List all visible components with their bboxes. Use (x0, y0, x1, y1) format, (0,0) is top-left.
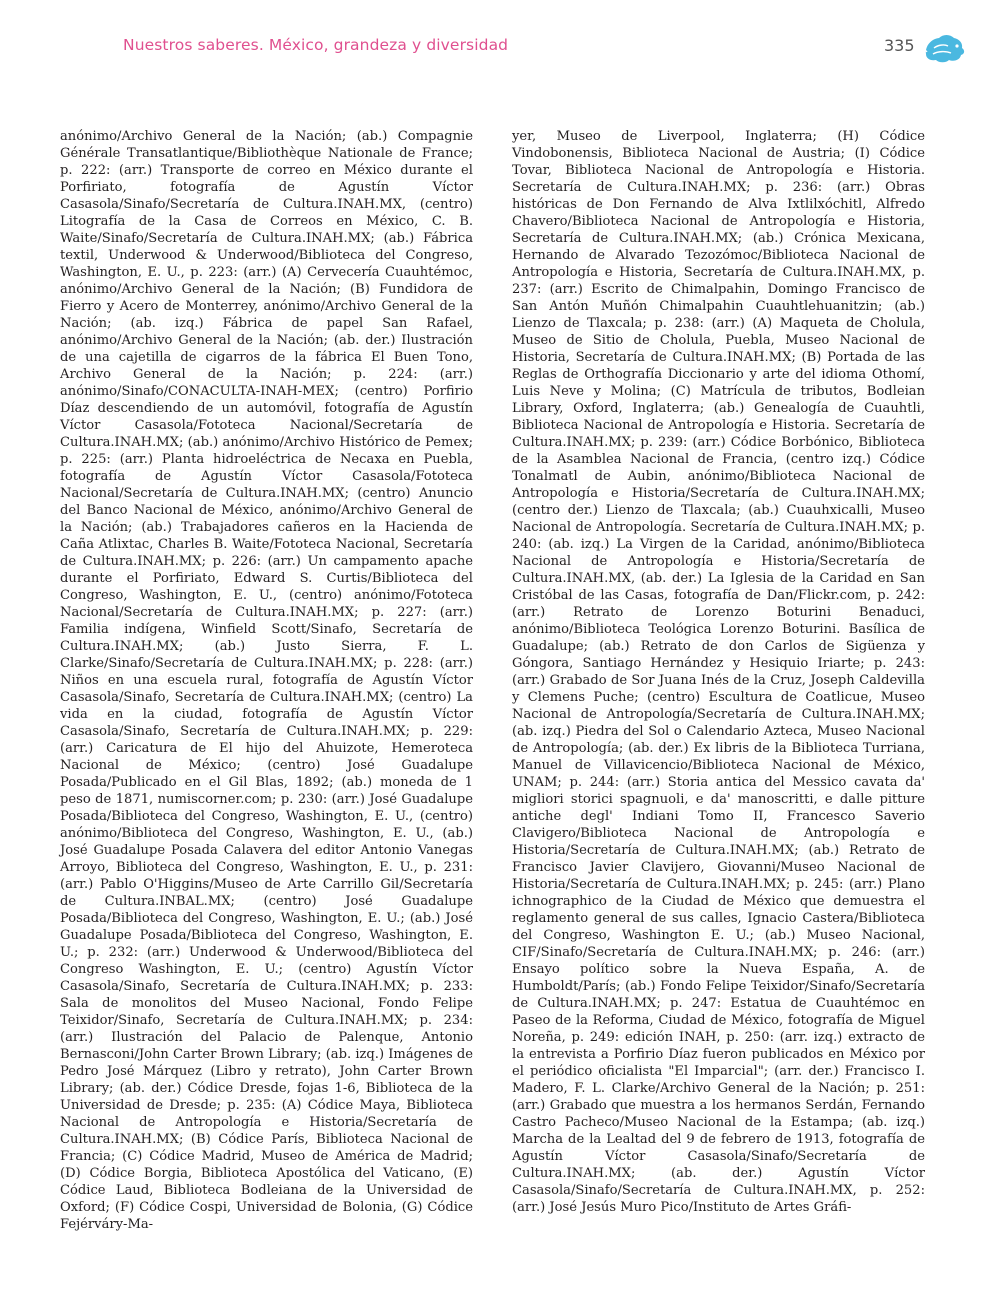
credits-column-right (512, 128, 925, 1216)
running-title: Nuestros saberes. México, grandeza y diversidad (123, 36, 509, 54)
credits-text-right: yer, Museo de Liverpool, Inglaterra; (H) Códice Vindobonensis, Biblioteca Nacional de Austria; (I) Códice Tovar, Biblioteca Nacional de Antropología e Historia. Secretaría de Cultura.INAH.MX; p. 236: (arr.) Obras históricas de Don Fernando de Alva Ixtlilxóchitl, Alfredo Chavero/Biblioteca Nacional de Antropología e Historia, Secretaría de Cultura.INAH.MX; (ab.) Crónica Mexicana, Hernando de Alvarado Tezozómoc/Biblioteca Nacional de Antropología e Historia, Secretaría de Cultura.INAH.MX, p. 237: (arr.) Escrito de Chimalpahin, Domingo Francisco de San Antón Muñón Chimalpahin Cuauhtlehuanitzin; (ab.) Lienzo de Tlaxcala; p. 238: (arr.) (A) Maqueta de Cholula, Museo de Sitio de Cholula, Puebla, Museo Nacional de Historia, Secretaría de Cultura.INAH.MX; (B) Portada de las Reglas de Orthografía Diccionario y arte del idioma Othomí, Luis Neve y Molina; (C) Matrícula de tributos, Bodleian Library, Oxford, Inglaterra; (ab.) Genealogía de Cuauhtli, Biblioteca Nacional de Antropología e Historia. Secretaría de Cultura.INAH.MX; p. 239: (arr.) Códice Borbónico, Biblioteca de la Asamblea Nacional de Francia, (centro izq.) Códice Tonalmatl de Aubin, anónimo/Biblioteca Nacional de Antropología e Historia/Secretaría de Cultura.INAH.MX; (centro der.) Lienzo de Tlaxcala; (ab.) Cuauhxicalli, Museo Nacional de Antropología. Secretaría de Cultura.INAH.MX; p. 240: (ab. izq.) La Virgen de la Caridad, anónimo/Biblioteca Nacional de Antropología e Historia/Secretaría de Cultura.INAH.MX, (ab. der.) La Iglesia de la Caridad en San Cristóbal de las Casas, fotografía de Dan/Flickr.com, p. 242: (arr.) Retrato de Lorenzo Boturini Benaduci, anónimo/Biblioteca Teológica Lorenzo Boturini. Basílica de Guadalupe; (ab.) Retrato de don Carlos de Sigüenza y Góngora, Santiago Hernández y Hesiquio Iriarte; p. 243: (arr.) Grabado de Sor Juana Inés de la Cruz, Joseph Caldevilla y Clemens Puche; (centro) Escultura de Coatlicue, Museo Nacional de Antropología/Secretaría de Cultura.INAH.MX; (ab. izq.) Piedra del Sol o Calendario Azteca, Museo Nacional de Antropología; (ab. der.) Ex libris de la Biblioteca Turriana, Manuel de Villavicencio/Biblioteca Nacional de México, UNAM; p. 244: (arr.) Storia antica del Messico cavata da' migliori storici spagnuoli, e da' manoscritti, e dalle pitture antiche degl' Indiani Tomo II, Francesco Saverio Clavigero/Biblioteca Nacional de Antropología e Historia/Secretaría de Cultura.INAH.MX; (ab.) Retrato de Francisco Javier Clavijero, Giovanni/Museo Nacional de Historia/Secretaría de Cultura.INAH.MX; p. 245: (arr.) Plano ichnographico de la Ciudad de México que demuestra el reglamento general de sus calles, Ignacio Castera/Biblioteca del Congreso, Washington E. U.; (ab.) Museo Nacional, CIF/Sinafo/Secretaría de Cultura.INAH.MX; p. 246: (arr.) Ensayo político sobre la Nueva España, A. de Humboldt/París; (ab.) Fondo Felipe Teixidor/Sinafo/Secretaría de Cultura.INAH.MX; p. 247: Estatua de Cuauhtémoc en Paseo de la Reforma, Ciudad de México, fotografía de Miguel Noreña, p. 249: edición INAH, p. 250: (arr. izq.) extracto de la entrevista a Porfirio Díaz fueron publicados en México por el periódico oficialista "El Imparcial"; (arr. der.) Francisco I. Madero, F. L. Clarke/Archivo General de la Nación; p. 251: (arr.) Grabado que muestra a los hermanos Serdán, Fernando Castro Pacheco/Museo Nacional de la Estampa; (ab. izq.) Marcha de la Lealtad del 9 de febrero de 1913, fotografía de Agustín Víctor Casasola/Sinafo/Secretaría de Cultura.INAH.MX; (ab. der.) Agustín Víctor Casasola/Sinafo/Secretaría de Cultura.INAH.MX, p. 252: (arr.) José Jesús Muro Pico/Instituto de Artes Gráfi- (512, 129, 925, 1215)
turtle-emblem-icon (920, 28, 966, 68)
page-number: 335 (884, 36, 915, 55)
credits-column-left (60, 128, 473, 1233)
credits-text-left: anónimo/Archivo General de la Nación; (ab.) Compagnie Générale Transatlantique/Bibliothèque Nationale de France; p. 222: (arr.) Transporte de correo en México durante el Porfiriato, fotografía de Agustín Víctor Casasola/Sinafo/Secretaría de Cultura.INAH.MX, (centro) Litografía de la Casa de Correos en México, C. B. Waite/Sinafo/Secretaría de Cultura.INAH.MX; (ab.) Fábrica textil, Underwood & Underwood/Biblioteca del Congreso, Washington, E. U., p. 223: (arr.) (A) Cervecería Cuauhtémoc, anónimo/Archivo General de la Nación; (B) Fundidora de Fierro y Acero de Monterrey, anónimo/Archivo General de la Nación; (ab. izq.) Fábrica de papel San Rafael, anónimo/Archivo General de la Nación; (ab. der.) Ilustración de una cajetilla de cigarros de la fábrica El Buen Tono, Archivo General de la Nación; p. 224: (arr.) anónimo/Sinafo/CONACULTA-INAH-MEX; (centro) Porfirio Díaz descendiendo de un automóvil, fotografía de Agustín Víctor Casasola/Fototeca Nacional/Secretaría de Cultura.INAH.MX; (ab.) anónimo/Archivo Histórico de Pemex; p. 225: (arr.) Planta hidroeléctrica de Necaxa en Puebla, fotografía de Agustín Víctor Casasola/Fototeca Nacional/Secretaría de Cultura.INAH.MX; (centro) Anuncio del Banco Nacional de México, anónimo/Archivo General de la Nación; (ab.) Trabajadores cañeros en la Hacienda de Caña Atlixtac, Charles B. Waite/Fototeca Nacional, Secretaría de Cultura.INAH.MX; p. 226: (arr.) Un campamento apache durante el Porfiriato, Edward S. Curtis/Biblioteca del Congreso, Washington, E. U., (centro) anónimo/Fototeca Nacional/Secretaría de Cultura.INAH.MX; p. 227: (arr.) Familia indígena, Winfield Scott/Sinafo, Secretaría de Cultura.INAH.MX; (ab.) Justo Sierra, F. L. Clarke/Sinafo/Secretaría de Cultura.INAH.MX; p. 228: (arr.) Niños en una escuela rural, fotografía de Agustín Víctor Casasola/Sinafo, Secretaría de Cultura.INAH.MX; (centro) La vida en la ciudad, fotografía de Agustín Víctor Casasola/Sinafo, Secretaría de Cultura.INAH.MX; p. 229: (arr.) Caricatura de El hijo del Ahuizote, Hemeroteca Nacional de México; (centro) José Guadalupe Posada/Publicado en el Gil Blas, 1892; (ab.) moneda de 1 peso de 1871, numiscorner.com; p. 230: (arr.) José Guadalupe Posada/Biblioteca del Congreso, Washington, E. U., (centro) anónimo/Biblioteca del Congreso, Washington, E. U., (ab.) José Guadalupe Posada Calavera del editor Antonio Vanegas Arroyo, Biblioteca del Congreso, Washington, E. U., p. 231: (arr.) Pablo O'Higgins/Museo de Arte Carrillo Gil/Secretaría de Cultura.INBAL.MX; (centro) José Guadalupe Posada/Biblioteca del Congreso, Washington, E. U.; (ab.) José Guadalupe Posada/Biblioteca del Congreso, Washington, E. U.; p. 232: (arr.) Underwood & Underwood/Biblioteca del Congreso Washington, E. U.; (centro) Agustín Víctor Casasola/Sinafo, Secretaría de Cultura.INAH.MX; p. 233: Sala de monolitos del Museo Nacional, Fondo Felipe Teixidor/Sinafo, Secretaría de Cultura.INAH.MX; p. 234: (arr.) Ilustración del Palacio de Palenque, Antonio Bernasconi/John Carter Brown Library; (ab. izq.) Imágenes de Pedro José Márquez (Libro y retrato), John Carter Brown Library; (ab. der.) Códice Dresde, fojas 1-6, Biblioteca de la Universidad de Dresde; p. 235: (A) Códice Maya, Biblioteca Nacional de Antropología e Historia/Secretaría de Cultura.INAH.MX; (B) Códice París, Biblioteca Nacional de Francia; (C) Códice Madrid, Museo de América de Madrid; (D) Códice Borgia, Biblioteca Apostólica del Vaticano, (E) Códice Laud, Biblioteca Bodleiana de la Universidad de Oxford; (F) Códice Cospi, Universidad de Bolonia, (G) Códice Fejérváry-Ma- (60, 129, 473, 1232)
